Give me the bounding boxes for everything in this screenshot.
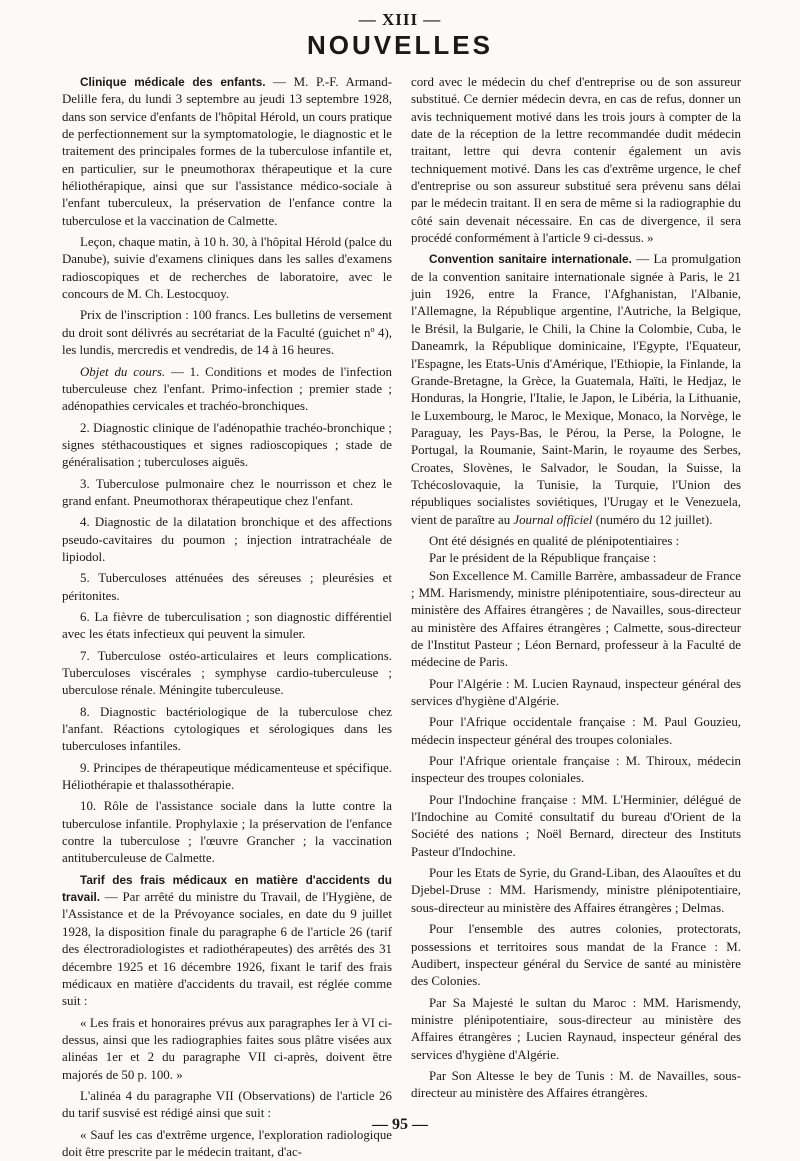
tarif-quote-1: « Les frais et honoraires prévus aux paragraphes Ier à VI ci-dessus, ainsi que les radiographies faites sous plâtre visées aux alinéas 1er et 2 du paragraphe VII ci-après, doivent être majorés de 50 p. 100. » (62, 1015, 392, 1082)
lecon-paragraph: Leçon, chaque matin, à 10 h. 30, à l'hôpital Hérold (palce du Danube), suivie d'examens cliniques dans les salles d'examens radioscopiques et de recherches de laboratoire, avec le concours de M. Ch. Lestocquoy. (62, 235, 392, 302)
course-item-9: 9. Principes de thérapeutique médicamenteuse et spécifique. Héliothérapie et thalassothérapie. (62, 760, 392, 793)
clinique-paragraph (62, 74, 392, 230)
course-item-3: 3. Tuberculose pulmonaire chez le nourrisson et chez le grand enfant. Pneumothorax thérapeutique chez l'enfant. (62, 476, 392, 508)
clinique-rubric: Clinique médicale des enfants. (80, 75, 266, 89)
course-item-10: 10. Rôle de l'assistance sociale dans la lutte contre la tuberculose infantile. Prophylaxie ; la préservation de l'enfance contre la tuberculose ; l'œuvre Grancher ; la vaccination antituberculeuse de Calmette. (62, 799, 392, 866)
tarif-quote-2: « Sauf les cas d'extrême urgence, l'exploration radiologique doit être prescrite par le médecin traitant, d'ac- (62, 1127, 392, 1159)
convention-rubric: Convention sanitaire internationale. (429, 252, 632, 267)
objet-label: Objet du cours. (80, 364, 166, 379)
page-number: — 95 — (372, 1116, 428, 1133)
colonies-delegate: Pour l'ensemble des autres colonies, protectorats, possessions et territoires sous mandat de la France : M. Audibert, inspecteur général du Service de santé au ministère des Colonies. (411, 922, 741, 989)
course-item-1: Objet du cours. — 1. Conditions et modes de l'infection tuberculeuse chez l'enfant. Primo-infection ; premier stade ; adénopathies cervicales et trachéo-bronchiques. (62, 364, 392, 414)
right-column (411, 74, 741, 1103)
page-title: NOUVELLES (307, 30, 493, 60)
prix-paragraph: Prix de l'inscription : 100 francs. Les bulletins de versement du droit sont délivrés au secrétariat de la Faculté (guichet nº 4), les lundis, mercredis et vendredis, de 14 à 16 heures. (62, 308, 392, 358)
course-item-5: 5. Tuberculoses atténuées des séreuses ; pleurésies et péritonites. (62, 571, 392, 603)
tarif-paragraph (62, 872, 392, 1011)
page-folio: — XIII — (358, 10, 442, 29)
tarif-rubric: Tarif des frais médicaux en matière d'accidents du travail. (62, 872, 392, 905)
maroc-delegates: Par Sa Majesté le sultan du Maroc : MM. Harismendy, ministre plénipotentiaire, sous-directeur au ministère des Affaires étrangères ; Lucien Raynaud, inspecteur général des services d'hygiène d'Algérie. (411, 995, 741, 1062)
syrie-delegates: Pour les Etats de Syrie, du Grand-Liban, des Alaouîtes et du Djebel-Druse : MM. Harismendy, ministre plénipotentiaire, sous-directeur au ministère des Affaires étrangères ; Delmas. (411, 866, 741, 915)
aef-delegate: Pour l'Afrique orientale française : M. Thiroux, médecin inspecteur des troupes coloniales. (411, 754, 741, 786)
course-item-2: 2. Diagnostic clinique de l'adénopathie trachéo-bronchique ; signes stéthacoustiques et signes radioscopiques ; stade de généralisation ; tuberculoses aiguës. (62, 420, 392, 470)
aof-delegate: Pour l'Afrique occidentale française : M. Paul Gouzieu, médecin inspecteur général des troupes coloniales. (411, 715, 741, 747)
course-item-7: 7. Tuberculose ostéo-articulaires et leurs complications. Tuberculoses viscérales ; symphyse cardio-tuberculeuse ; uberculose rénale. Méningite tuberculeuse. (62, 648, 392, 698)
tarif-alinea: L'alinéa 4 du paragraphe VII (Observations) de l'article 26 du tarif susvisé est rédigé ainsi que suit : (62, 1088, 392, 1121)
course-item-6: 6. La fièvre de tuberculisation ; son diagnostic différentiel avec les états infectieux qui peuvent la simuler. (62, 609, 392, 642)
indochine-delegates: Pour l'Indochine française : MM. L'Herminier, délégué de l'Indochine au Comité consultatif du bureau d'Orient de la Société des nations ; Noël Bernard, directeur des Instituts Pasteur d'Indochine. (411, 792, 741, 859)
algerie-delegate: Pour l'Algérie : M. Lucien Raynaud, inspecteur général des services d'hygiène d'Algérie. (411, 676, 741, 709)
tarif-text: — Par arrêté du ministre du Travail, de l'Hygiène, de l'Assistance et de la Prévoyance sociales, en date du 9 juillet 1928, la disposition finale du paragraphe 6 de l'article 26 (tarif des électroradiologistes et radiothérapeutes) des arrêtés des 31 décembre 1925 et 16 décembre 1926, fixant le tarif des frais médicaux en matière d'accidents du travail, est réglée comme suit : (62, 890, 392, 1009)
clinique-text: — M. P.-F. Armand-Delille fera, du lundi 3 septembre au jeudi 13 septembre 1928, dans son service d'enfants de l'hôpital Hérold, un cours pratique de perfectionnement sur la symptomatologie, le diagnostic et le traitement des principales formes de la tuberculose infantile et, en particulier, sur le pneumothorax thérapeutique et la cure héliothérapique, ainsi que sur l'assistance médico-sociale à l'enfant tuberculeux, la préservation de l'enfance contre la tuberculose et la vaccination de Calmette. (62, 75, 392, 228)
left-column (62, 74, 392, 1161)
france-delegates: Son Excellence M. Camille Barrère, ambassadeur de France ; MM. Harismendy, ministre plénipotentiaire, sous-directeur au ministère des Affaires étrangères ; de Navailles, sous-directeur au ministère des Affaires étrangères ; Calmette, sous-directeur de l'Institut Pasteur ; Léon Bernard, professeur à la Faculté de médecine de Paris. (411, 568, 741, 670)
course-item-8: 8. Diagnostic bactériologique de la tuberculose chez l'anfant. Réactions cytologiques et sérologiques dans les tuberculoses infantiles. (62, 704, 392, 754)
tunis-delegate: Par Son Altesse le bey de Tunis : M. de Navailles, sous-directeur au ministère des Affaires étrangères. (411, 1068, 741, 1101)
plenipotentiaires-intro: Ont été désignés en qualité de plénipotentiaires : (429, 533, 680, 548)
president-line: Par le président de la République française : (429, 551, 657, 566)
journal-officiel: Journal officiel (513, 512, 593, 527)
tarif-continuation: cord avec le médecin du chef d'entreprise ou de son assureur substitué. Ce dernier médecin devra, en cas de refus, donner un avis techniquement motivé dans les trois jours à compter de la date de la réception de la lettre recommandée dudit médecin traitant, lettre qui devra contenir également un avis techniquement motivé. Dans les cas d'extrême urgence, le chef d'entreprise ou son assureur substitué sera prévenu sans délai par le médecin traitant. Il en sera de même si la radiographie du côté sain devenait nécessaire. En cas de divergence, il sera procédé conformément à l'article 9 ci-dessus. » (411, 75, 741, 246)
convention-paragraph: Convention sanitaire internationale. — La promulgation de la convention sanitaire internationale signée à Paris, le 21 juin 1926, entre la France, l'Afghanistan, l'Albanie, l'Allemagne, la République argentine, l'Autriche, la Belgique, le Brésil, la Bulgarie, le Chili, la Chine la Colombie, Cuba, le Daneamrk, la République dominicaine, l'Egypte, l'Equateur, l'Espagne, les Etats-Unis d'Amérique, l'Ethiopie, la Finlande, la Grande-Bretagne, la Grèce, la Guatemala, Haïti, le Hedjaz, le Honduras, la Hongrie, l'Italie, le Japon, le Libéria, la Lithuanie, le Luxembourg, le Maroc, le Mexique, Monaco, la Norvège, le Paraguay, les Pays-Bas, le Pérou, la Perse, la Pologne, le Portugal, la Roumanie, Saint-Marin, le royaume des Serbes, Croates, Slovènes, le Salvador, le Soudan, la Suisse, la Tchécoslovaquie, la Tunisie, la Turquie, l'Union des républiques socialistes soviétiques, l'Urugay et le Venezuela, vient de paraître au Journal officiel (numéro du 12 juillet). (411, 252, 741, 527)
course-item-4: 4. Diagnostic de la dilatation bronchique et des affections pseudo-cavitaires du poumon ; injection intratrachéale de lipiodol. (62, 515, 392, 564)
